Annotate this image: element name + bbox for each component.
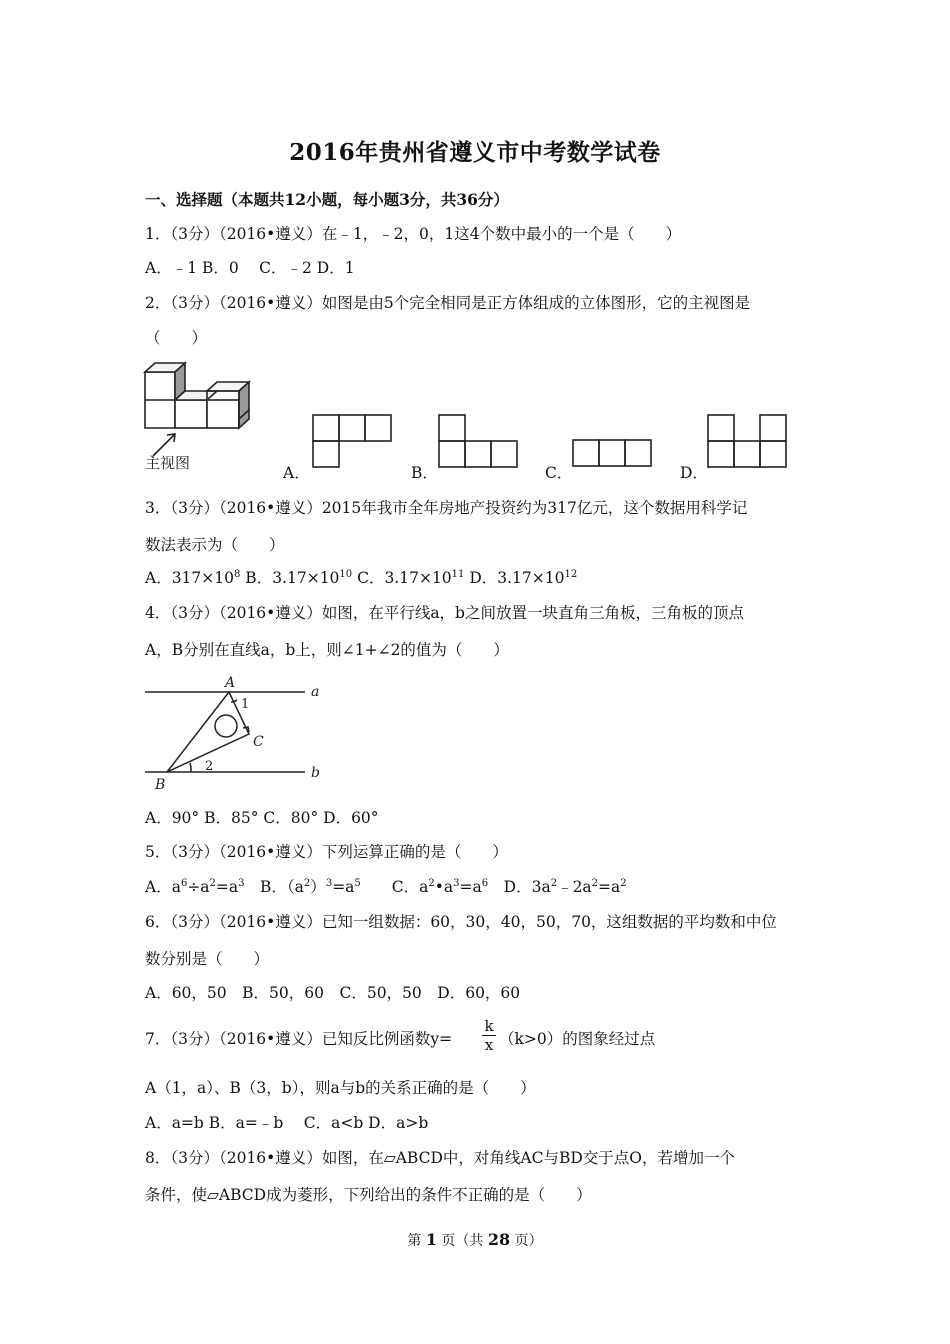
option-d-label: D． (680, 464, 708, 482)
label-point-a: A (225, 675, 236, 691)
question-1-stem: 1．（3分）（2016•遵义）在﹣1，﹣2，0，1这4个数中最小的一个是（ ） (145, 225, 682, 243)
question-2-stem: 2．（3分）（2016•遵义）如图是由5个完全相同是正方体组成的立体图形，它的主视图是 (145, 294, 751, 312)
question-6-stem-cont: 数分别是（ ） (145, 950, 270, 968)
option-d-figure (707, 414, 789, 470)
cube-solid-figure (145, 360, 275, 472)
footer-total-pages: 28 (487, 1230, 511, 1249)
page-title: 2016年贵州省遵义市中考数学试卷 (289, 139, 661, 166)
option-b-exponent: 10 (339, 569, 353, 580)
option-c-exponent: 11 (451, 569, 465, 580)
label-point-c: C (253, 734, 264, 750)
option-b-figure (438, 414, 520, 470)
fraction-denominator: x (484, 1036, 494, 1054)
footer-prefix: 第 (407, 1233, 426, 1249)
section-heading: 一、选择题（本题共12小题，每小题3分，共36分） (145, 190, 509, 209)
footer-middle: 页（共 (436, 1233, 488, 1249)
question-3-stem: 3．（3分）（2016•遵义）2015年我市全年房地产投资约为317亿元，这个数据用科学记 (145, 499, 748, 517)
option-c-text: C．3.17×10 (352, 569, 452, 587)
question-7-options: A．a=b B．a=﹣b C．a<b D．a>b (145, 1114, 429, 1132)
option-b-text: B．3.17×10 (240, 569, 340, 587)
question-4-stem-cont: A，B分别在直线a，b上，则∠1+∠2的值为（ ） (145, 641, 509, 659)
question-3-options (145, 568, 577, 588)
label-angle-1: 1 (241, 697, 250, 712)
question-2-stem-cont: （ ） (145, 329, 208, 347)
parallel-lines-triangle-figure (145, 674, 330, 794)
question-8-stem-cont: 条件，使▱ABCD成为菱形，下列给出的条件不正确的是（ ） (145, 1186, 592, 1204)
footer-suffix: 页） (510, 1233, 543, 1249)
figure-main-view-label: 主视图 (145, 455, 191, 472)
question-6-options: A．60，50 B．50，60 C．50，50 D．60，60 (145, 984, 521, 1002)
question-6-stem: 6．（3分）（2016•遵义）已知一组数据：60，30，40，50，70，这组数据的平均数和中位 (145, 913, 777, 931)
question-4-stem: 4．（3分）（2016•遵义）如图，在平行线a，b之间放置一块直角三角板，三角板的顶点 (145, 604, 744, 622)
question-7-stem-pre: 7．（3分）（2016•遵义）已知反比例函数y= (145, 1030, 453, 1048)
question-4-options: A．90° B．85° C．80° D．60° (145, 809, 379, 827)
option-a-label: A． (283, 464, 310, 482)
option-d-exponent: 12 (564, 569, 578, 580)
question-5-stem: 5．（3分）（2016•遵义）下列运算正确的是（ ） (145, 843, 508, 861)
option-c-figure (572, 439, 654, 469)
option-a-exponent: 8 (234, 569, 241, 580)
option-d-text: D．3.17×10 (464, 569, 565, 587)
option-c-label: C． (545, 464, 573, 482)
question-3-stem-cont: 数法表示为（ ） (145, 536, 285, 554)
label-line-a: a (311, 684, 320, 700)
page-footer (0, 1230, 950, 1250)
label-angle-2: 2 (205, 759, 214, 774)
label-line-b: b (311, 765, 320, 781)
fraction-k-over-x (482, 1017, 496, 1054)
option-a-figure (312, 414, 392, 470)
option-b-label: B． (411, 464, 438, 482)
question-7-stem-cont: A（1，a）、B（3，b），则a与b的关系正确的是（ ） (145, 1079, 536, 1097)
question-1-options: A．﹣1 B．0 C．﹣2 D．1 (145, 259, 355, 277)
fraction-numerator: k (482, 1017, 496, 1036)
question-7-stem-post: （k>0）的图象经过点 (499, 1030, 656, 1048)
question-5-options: A．$a^6\div a^2=a^3$ B．$(a^2)^3=a^5$ C．$a^2•a^3=a^6$ D．$3a^2﹣2a^2=a^2$ (145, 878, 627, 896)
footer-page-number: 1 (425, 1230, 437, 1249)
question-8-stem: 8．（3分）（2016•遵义）如图，在▱ABCD中，对角线AC与BD交于点O，若增加一个 (145, 1149, 735, 1167)
option-a-text: A．317×10 (145, 569, 234, 587)
label-point-b: B (155, 777, 166, 793)
